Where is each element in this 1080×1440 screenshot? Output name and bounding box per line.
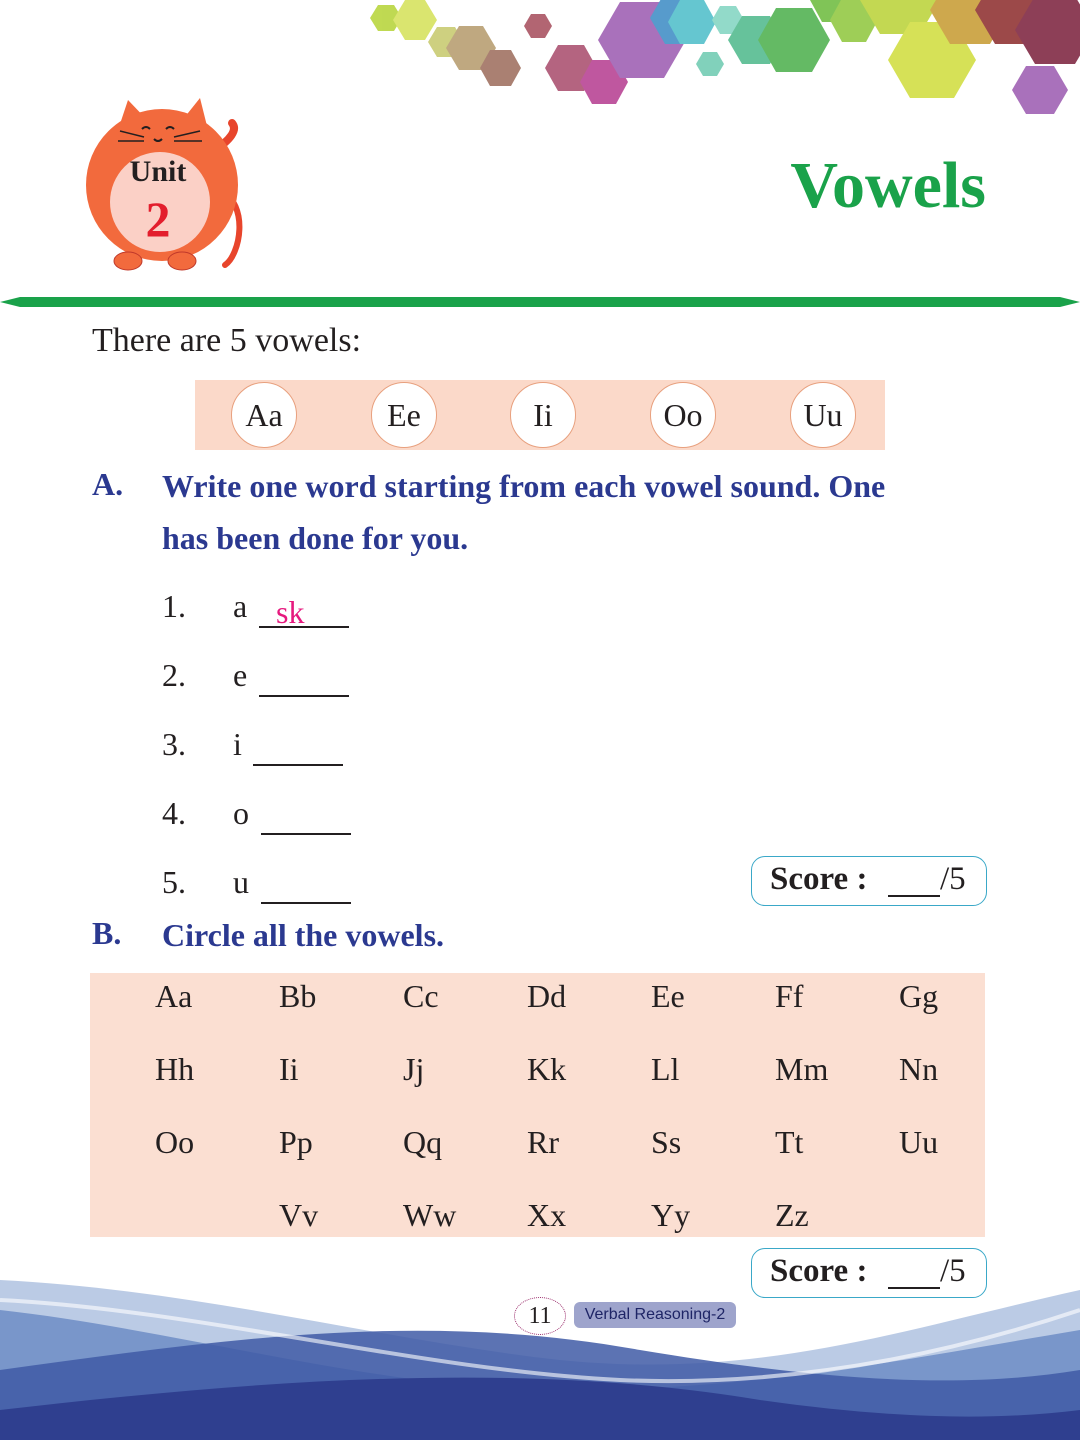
score-total: /5 [940,861,966,897]
letter-cell[interactable]: Gg [899,978,939,1014]
letter-cell[interactable]: Zz [775,1197,809,1233]
item-number: 5. [162,864,186,900]
vowel-circle: Oo [650,382,716,448]
answer-blank[interactable] [261,866,351,904]
letter-cell[interactable]: Hh [155,1051,195,1087]
answer-blank[interactable] [253,728,343,766]
letter-cell[interactable]: Yy [651,1197,691,1233]
letter-cell[interactable]: Cc [403,978,439,1014]
letter-cell[interactable]: Jj [403,1051,425,1087]
item-vowel: u [233,864,249,900]
section-a-letter: A. [92,466,124,502]
letter-cell[interactable]: Ll [651,1051,680,1087]
letter-cell[interactable]: Uu [899,1124,939,1160]
section-b-score-box [751,1248,987,1298]
section-b-letter: B. [92,915,122,951]
letter-cell[interactable]: Tt [775,1124,804,1160]
vowel-circle: Uu [790,382,856,448]
item-vowel: i [233,726,242,762]
sample-answer: sk [276,594,305,630]
unit-label: Unit [129,155,187,188]
letter-cell[interactable]: Nn [899,1051,939,1087]
letter-cell[interactable]: Ww [403,1197,457,1233]
item-number: 2. [162,657,186,693]
vowel-circle: Aa [231,382,297,448]
section-a-instruction-line2: has been done for you. [162,520,469,556]
letter-cell[interactable]: Oo [155,1124,195,1160]
letter-cell[interactable]: Kk [527,1051,567,1087]
score-label: Score : [770,1253,868,1289]
item-vowel: o [233,795,249,831]
header-divider [0,296,1080,308]
letter-cell[interactable]: Bb [279,978,317,1014]
intro-text: There are 5 vowels: [92,322,362,359]
score-label: Score : [770,861,868,897]
item-number: 3. [162,726,186,762]
vowel-circle: Ee [371,382,437,448]
letter-cell[interactable]: Mm [775,1051,829,1087]
item-number: 1. [162,588,186,624]
item-vowel: a [233,588,248,624]
letter-cell[interactable]: Xx [527,1197,567,1233]
page-title: Vowels [790,149,986,222]
book-title-tag: Verbal Reasoning-2 [574,1302,736,1328]
score-blank[interactable] [888,865,940,897]
letter-cell[interactable]: Ff [775,978,804,1014]
section-b-instruction: Circle all the vowels. [162,917,445,953]
letter-cell[interactable]: Aa [155,978,193,1014]
score-total: /5 [940,1253,966,1289]
answer-blank[interactable] [259,659,349,697]
section-a-instruction-line1: Write one word starting from each vowel sound. One [162,468,886,504]
letter-cell[interactable]: Qq [403,1124,443,1160]
letter-cell[interactable]: Pp [279,1124,313,1160]
letter-cell[interactable]: Ee [651,978,685,1014]
letter-cell[interactable]: Ss [651,1124,682,1160]
letter-cell[interactable]: Vv [279,1197,319,1233]
item-vowel: e [233,657,248,693]
letter-cell[interactable]: Dd [527,978,567,1014]
unit-number: 2 [145,191,171,247]
item-number: 4. [162,795,186,831]
letter-cell[interactable]: Ii [279,1051,299,1087]
answer-blank[interactable] [261,797,351,835]
score-blank[interactable] [888,1257,940,1289]
page-number: 11 [514,1297,566,1335]
letter-cell[interactable]: Rr [527,1124,559,1160]
section-a-score-box [751,856,987,906]
vowel-circle: Ii [510,382,576,448]
